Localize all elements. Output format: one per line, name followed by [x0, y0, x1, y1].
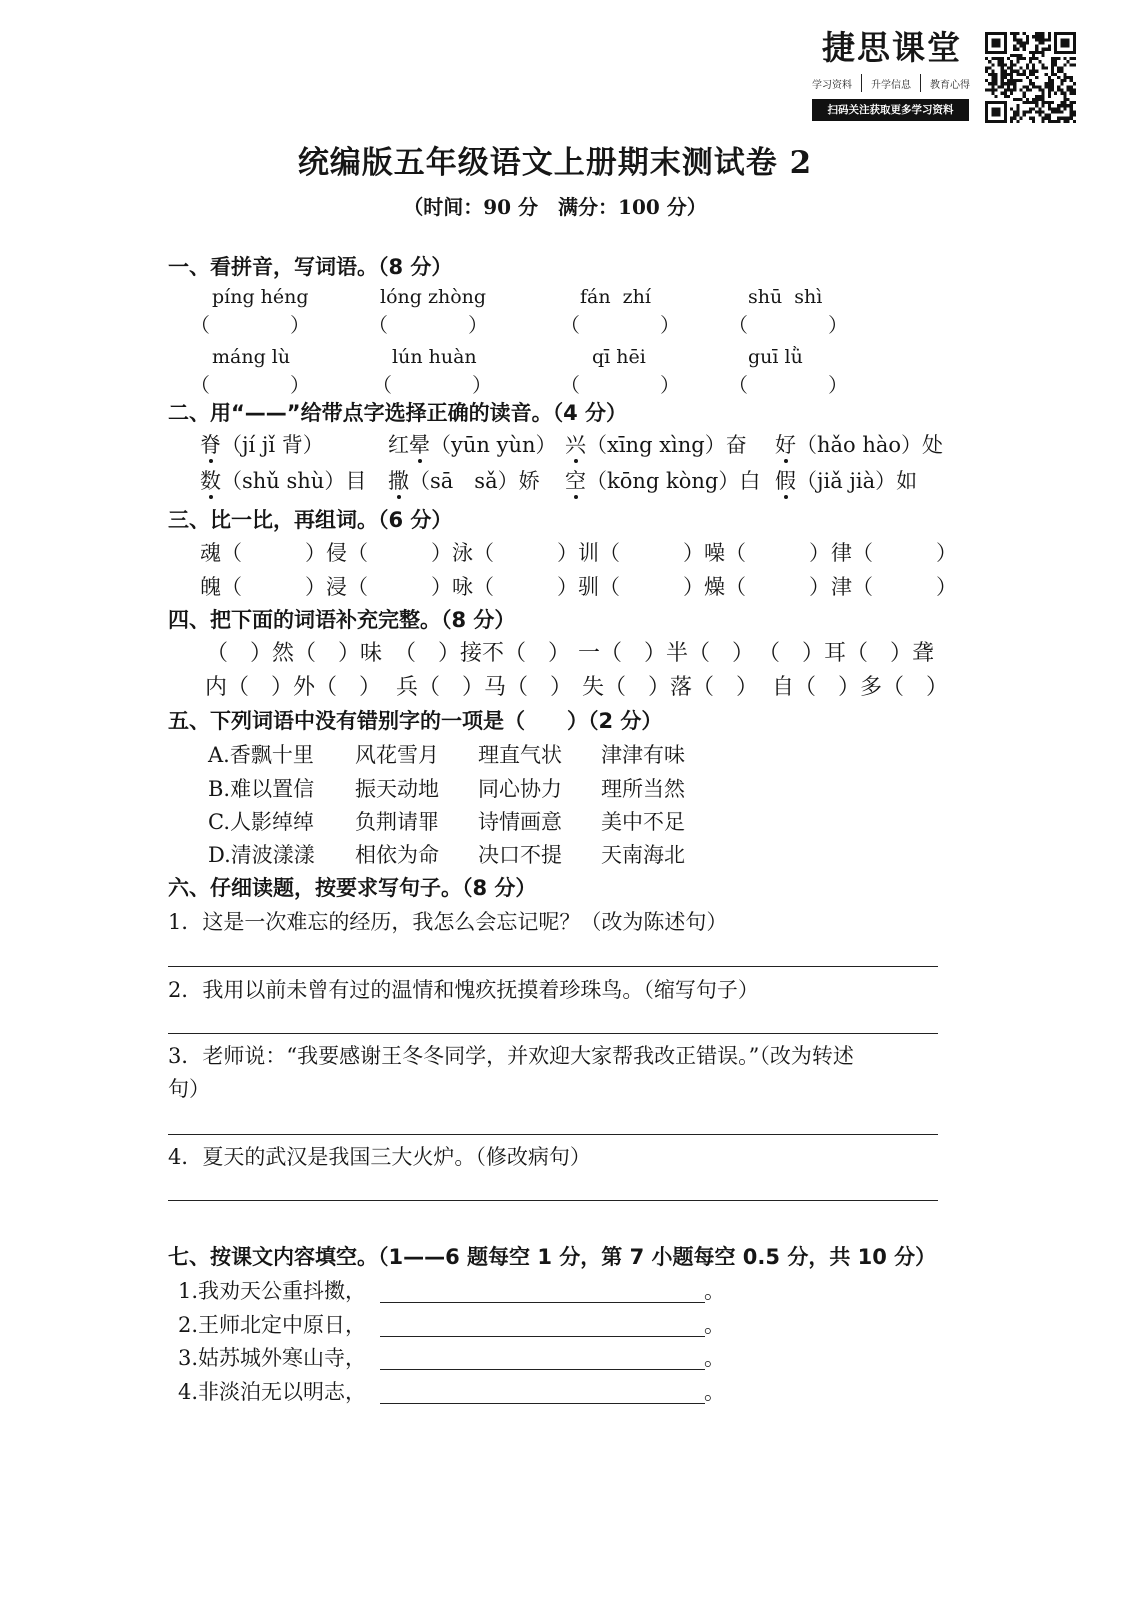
answer-blank[interactable]: （ ） [190, 373, 310, 397]
option-label: C. [208, 810, 230, 834]
reading-item [200, 466, 366, 496]
option-word: 振天动地 [355, 777, 439, 801]
compare-item: 津（ ） [831, 575, 957, 599]
reading-options: （kōng kòng）白 [586, 469, 761, 493]
question-text: 3．老师说：“我要感谢王冬冬同学，并欢迎大家帮我改正错误。”（改为转述 [168, 1044, 854, 1068]
reading-item [388, 466, 540, 496]
option-word: 美中不足 [601, 810, 685, 834]
answer-blank[interactable]: （ ） [728, 313, 848, 337]
idiom-item: 内（ ）外（ ） [205, 675, 382, 700]
pinyin: lún huàn [392, 346, 477, 368]
compare-item: 律（ ） [831, 541, 957, 565]
section-4-heading: 四、把下面的词语补充完整。（8 分） [168, 608, 516, 632]
option-word: 同心协力 [478, 777, 562, 801]
question-text: 2．我用以前未曾有过的温情和愧疚抚摸着珍珠鸟。（缩写句子） [168, 978, 759, 1002]
answer-blank[interactable]: （ ） [368, 313, 488, 337]
reading-item [200, 430, 324, 460]
option-word: 理直气状 [478, 743, 562, 767]
option-word: 津津有味 [601, 743, 685, 767]
idiom-item: 失（ ）落（ ） [582, 675, 759, 700]
idiom-item: 自（ ）多（ ） [772, 675, 949, 700]
option-c [208, 807, 314, 837]
tag-divider [861, 74, 862, 92]
compare-item: 咏（ ） [452, 575, 578, 599]
section-6-heading: 六、仔细读题，按要求写句子。（8 分） [168, 876, 537, 900]
qr-modules [985, 32, 1076, 123]
compare-item: 训（ ） [578, 541, 704, 565]
answer-line[interactable] [168, 966, 938, 967]
pinyin: qī hēi [592, 346, 646, 368]
dotted-char: 撒 [388, 466, 409, 496]
pinyin: máng lù [212, 346, 291, 368]
idiom-item: （ ）接不（ ） [394, 641, 571, 666]
fill-end-punct: 。 [704, 1380, 725, 1404]
option-a [208, 740, 314, 770]
qr-code [985, 32, 1076, 123]
option-word: 人影绰绰 [230, 810, 314, 834]
pinyin: guī lǜ [748, 346, 803, 368]
section-2-heading: 二、用“——”给带点字选择正确的读音。（4 分） [168, 401, 628, 425]
fill-end-punct: 。 [704, 1346, 725, 1370]
fill-end-punct: 。 [704, 1313, 725, 1337]
compare-item: 噪（ ） [704, 541, 830, 565]
option-word: 清波漾漾 [230, 843, 315, 867]
answer-blank[interactable]: （ ） [372, 373, 492, 397]
answer-blank[interactable]: （ ） [728, 373, 848, 397]
answer-line[interactable] [168, 1200, 938, 1201]
reading-item [775, 466, 917, 496]
option-word: 负荆请罪 [355, 810, 439, 834]
reading-item [775, 430, 943, 460]
reading-options: （jiǎ jià）如 [796, 469, 918, 493]
idiom-item: 一（ ）半（ ） [578, 641, 755, 666]
plain-char: 红 [388, 433, 409, 457]
pinyin: píng héng [212, 286, 309, 308]
fill-prompt: 2.王师北定中原日， [178, 1313, 367, 1337]
answer-line[interactable] [168, 1033, 938, 1034]
reading-options: （xīng xìng）奋 [586, 433, 747, 457]
fill-line[interactable] [380, 1302, 705, 1303]
dotted-char: 数 [200, 466, 221, 496]
option-label: B. [208, 777, 231, 801]
option-word: 香飘十里 [229, 743, 314, 767]
brand-logo: 捷思课堂 [822, 28, 962, 67]
compare-item: 魂（ ） [200, 541, 326, 565]
option-d [208, 840, 315, 870]
reading-options: （shǔ shù）目 [221, 469, 367, 493]
reading-options: （jí jǐ 背） [221, 433, 324, 457]
option-word: 决口不提 [478, 843, 562, 867]
section-3-heading: 三、比一比，再组词。（6 分） [168, 508, 453, 532]
tag-divider [920, 74, 921, 92]
compare-item: 驯（ ） [578, 575, 704, 599]
idiom-item: （ ）耳（ ）聋 [758, 641, 935, 666]
answer-line[interactable] [168, 1134, 938, 1135]
option-word: 相依为命 [355, 843, 439, 867]
pinyin: lóng zhòng [380, 286, 487, 308]
section-5-heading: 五、下列词语中没有错别字的一项是（ ）（2 分） [168, 709, 663, 733]
answer-blank[interactable]: （ ） [560, 373, 680, 397]
dotted-char: 好 [775, 430, 796, 460]
compare-item: 泳（ ） [452, 541, 578, 565]
fill-prompt: 4.非淡泊无以明志， [178, 1380, 367, 1404]
option-word: 天南海北 [601, 843, 685, 867]
exam-title: 统编版五年级语文上册期末测试卷 2 [297, 145, 813, 181]
idiom-item: 兵（ ）马（ ） [396, 675, 573, 700]
question-text: 4．夏天的武汉是我国三大火炉。（修改病句） [168, 1145, 591, 1169]
reading-options: （hǎo hào）处 [796, 433, 944, 457]
reading-options: （sā sǎ）娇 [409, 469, 540, 493]
idiom-item: （ ）然（ ）味 [206, 641, 383, 666]
dotted-char: 空 [565, 466, 586, 496]
question-text: 1．这是一次难忘的经历，我怎么会忘记呢？（改为陈述句） [168, 910, 728, 934]
brand-tag: 教育心得 [930, 79, 970, 91]
brand-tag: 升学信息 [871, 79, 911, 91]
pinyin: fán zhí [580, 286, 651, 308]
option-label: D. [208, 843, 231, 867]
exam-subtitle: （时间：90 分 满分：100 分） [403, 195, 707, 219]
fill-line[interactable] [380, 1369, 705, 1370]
dotted-char: 假 [775, 466, 796, 496]
section-1-heading: 一、看拼音，写词语。（8 分） [168, 255, 453, 279]
reading-item [565, 466, 760, 496]
reading-options: （yūn yùn） [430, 433, 557, 457]
dotted-char: 晕 [409, 430, 430, 460]
brand-tag: 学习资料 [812, 79, 852, 91]
option-label: A. [208, 743, 230, 767]
compare-item: 魄（ ） [200, 575, 326, 599]
reading-item [388, 430, 557, 460]
brand-tags [812, 74, 970, 92]
dotted-char: 兴 [565, 430, 586, 460]
qr-slogan-banner: 扫码关注获取更多学习资料 [812, 99, 969, 121]
option-word: 难以置信 [230, 777, 315, 801]
dotted-char: 脊 [200, 430, 221, 460]
compare-item: 侵（ ） [326, 541, 452, 565]
fill-prompt: 3.姑苏城外寒山寺， [178, 1346, 367, 1370]
fill-prompt: 1.我劝天公重抖擞， [178, 1279, 367, 1303]
option-b [208, 774, 314, 804]
fill-line[interactable] [380, 1403, 705, 1404]
reading-item [565, 430, 747, 460]
answer-blank[interactable]: （ ） [190, 313, 310, 337]
option-word: 理所当然 [601, 777, 685, 801]
compare-item: 浸（ ） [326, 575, 452, 599]
compare-item: 燥（ ） [704, 575, 830, 599]
pinyin: shū shì [748, 286, 823, 308]
question-text-continued: 句） [168, 1077, 210, 1101]
section-7-heading: 七、按课文内容填空。（1——6 题每空 1 分，第 7 小题每空 0.5 分，共 10 分） [168, 1245, 937, 1269]
fill-line[interactable] [380, 1336, 705, 1337]
option-word: 风花雪月 [355, 743, 439, 767]
fill-end-punct: 。 [704, 1279, 725, 1303]
answer-blank[interactable]: （ ） [560, 313, 680, 337]
option-word: 诗情画意 [478, 810, 562, 834]
